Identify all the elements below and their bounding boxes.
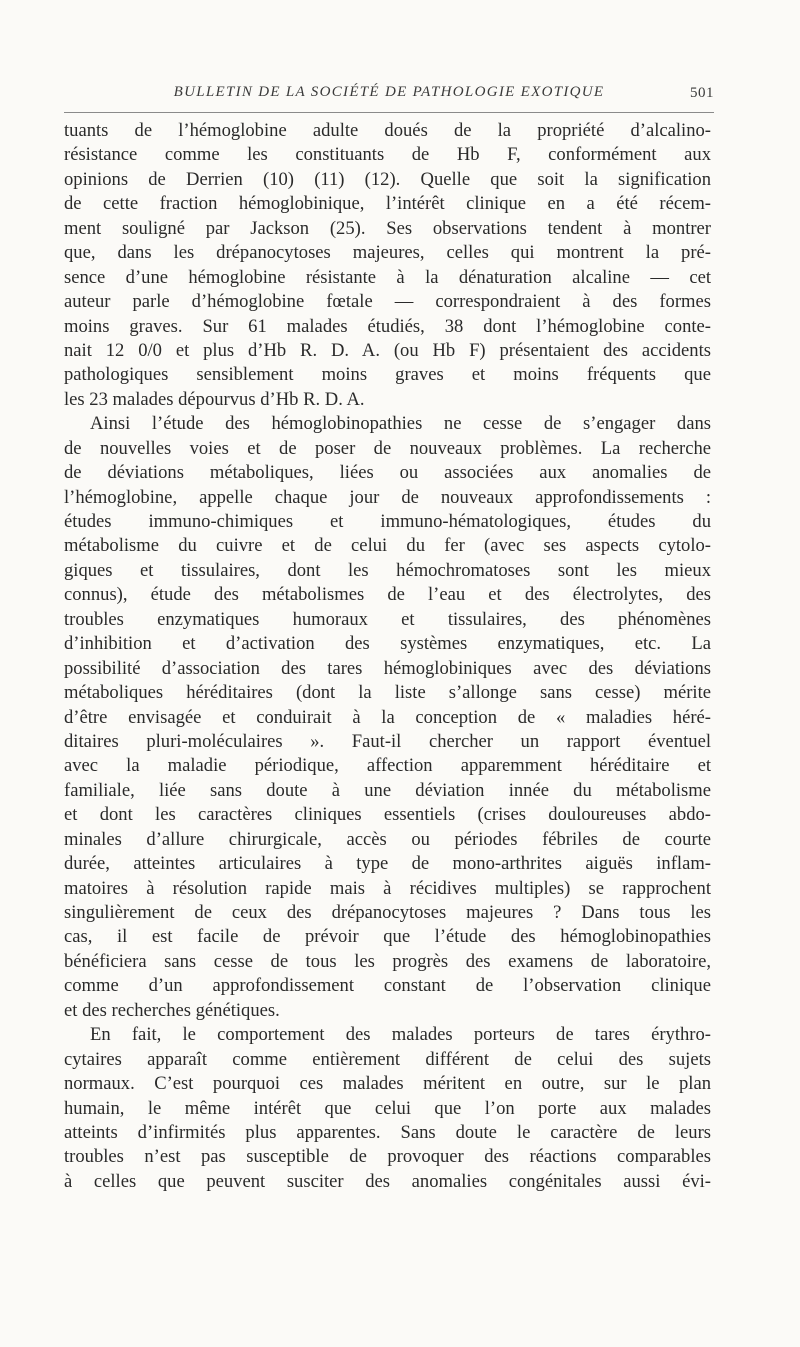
text-line: minales d’allure chirurgicale, accès ou périodes fébriles de courte: [64, 828, 711, 850]
text-line: durée, atteintes articulaires à type de mono-arthrites aiguës inflam-: [64, 853, 711, 875]
page-number: 501: [690, 85, 714, 101]
text-line: moins graves. Sur 61 malades étudiés, 38 dont l’hémoglobine conte-: [64, 315, 711, 337]
text-line: connus), étude des métabolismes de l’eau et des électrolytes, des: [64, 584, 711, 606]
text-line: bénéficiera sans cesse de tous les progrès des examens de laboratoire,: [64, 950, 711, 972]
text-line: cas, il est facile de prévoir que l’étude des hémoglobinopathies: [64, 926, 711, 948]
text-line: atteints d’infirmités plus apparentes. Sans doute le caractère de leurs: [64, 1121, 711, 1143]
text-line: d’inhibition et d’activation des systèmes enzymatiques, etc. La: [64, 633, 711, 655]
text-line: normaux. C’est pourquoi ces malades méritent en outre, sur le plan: [64, 1073, 711, 1095]
text-line: pathologiques sensiblement moins graves et moins fréquents que: [64, 364, 711, 386]
text-line: auteur parle d’hémoglobine fœtale — correspondraient à des formes: [64, 291, 711, 313]
journal-title: BULLETIN DE LA SOCIÉTÉ DE PATHOLOGIE EXOTIQUE: [173, 84, 605, 100]
paragraph: [64, 119, 711, 412]
text-line: matoires à résolution rapide mais à récidives multiples) se rapprochent: [64, 877, 711, 899]
text-line: de déviations métaboliques, liées ou associées aux anomalies de: [64, 462, 711, 484]
text-line: de nouvelles voies et de poser de nouveaux problèmes. La recherche: [64, 437, 711, 459]
paragraph: [64, 412, 711, 1023]
header-rule: [64, 112, 714, 113]
text-line: ment souligné par Jackson (25). Ses observations tendent à montrer: [64, 217, 711, 239]
text-line: comme d’un approfondissement constant de l’observation clinique: [64, 975, 711, 997]
text-line: études immuno-chimiques et immuno-hématologiques, études du: [64, 511, 711, 532]
text-line: cytaires apparaît comme entièrement différent de celui des sujets: [64, 1048, 711, 1070]
text-line: métabolisme du cuivre et de celui du fer (avec ses aspects cytolo-: [64, 535, 711, 557]
running-header: [64, 84, 714, 106]
paragraph: [64, 1023, 711, 1194]
text-line: troubles enzymatiques humoraux et tissulaires, des phénomènes: [64, 608, 711, 630]
text-line: de cette fraction hémoglobinique, l’intérêt clinique en a été récem-: [64, 193, 711, 215]
text-line: troubles n’est pas susceptible de provoquer des réactions comparables: [64, 1146, 711, 1168]
text-line: Ainsi l’étude des hémoglobinopathies ne cesse de s’engager dans: [90, 413, 711, 435]
text-line: résistance comme les constituants de Hb F, conformément aux: [64, 144, 711, 166]
text-line: singulièrement de ceux des drépanocytoses majeures ? Dans tous les: [64, 902, 711, 923]
text-line: et dont les caractères cliniques essentiels (crises douloureuses abdo-: [64, 804, 711, 826]
text-line: sence d’une hémoglobine résistante à la dénaturation alcaline — cet: [64, 266, 711, 288]
text-line: que, dans les drépanocytoses majeures, celles qui montrent la pré-: [64, 242, 711, 264]
text-line: l’hémoglobine, appelle chaque jour de nouveaux approfondissements :: [64, 486, 711, 508]
text-line: En fait, le comportement des malades porteurs de tares érythro-: [90, 1024, 711, 1046]
text-line: avec la maladie périodique, affection apparemment héréditaire et: [64, 755, 711, 777]
text-line: familiale, liée sans doute à une déviation innée du métabolisme: [64, 779, 711, 801]
text-line: opinions de Derrien (10) (11) (12). Quelle que soit la signification: [64, 168, 711, 190]
text-line: giques et tissulaires, dont les hémochromatoses sont les mieux: [64, 559, 711, 581]
text-line: humain, le même intérêt que celui que l’on porte aux malades: [64, 1097, 711, 1119]
body-text: [64, 119, 711, 1194]
text-line: à celles que peuvent susciter des anomalies congénitales aussi évi-: [64, 1170, 711, 1192]
text-line: d’être envisagée et conduirait à la conception de « maladies héré-: [64, 706, 711, 728]
text-line: métaboliques héréditaires (dont la liste s’allonge sans cesse) mérite: [64, 682, 711, 704]
text-line: tuants de l’hémoglobine adulte doués de la propriété d’alcalino-: [64, 120, 711, 141]
text-line: possibilité d’association des tares hémoglobiniques avec des déviations: [64, 657, 711, 679]
text-line: et des recherches génétiques.: [64, 999, 280, 1021]
text-line: les 23 malades dépourvus d’Hb R. D. A.: [64, 388, 365, 410]
text-line: nait 12 0/0 et plus d’Hb R. D. A. (ou Hb F) présentaient des accidents: [64, 339, 711, 361]
text-line: ditaires pluri-moléculaires ». Faut-il chercher un rapport éventuel: [64, 730, 711, 752]
